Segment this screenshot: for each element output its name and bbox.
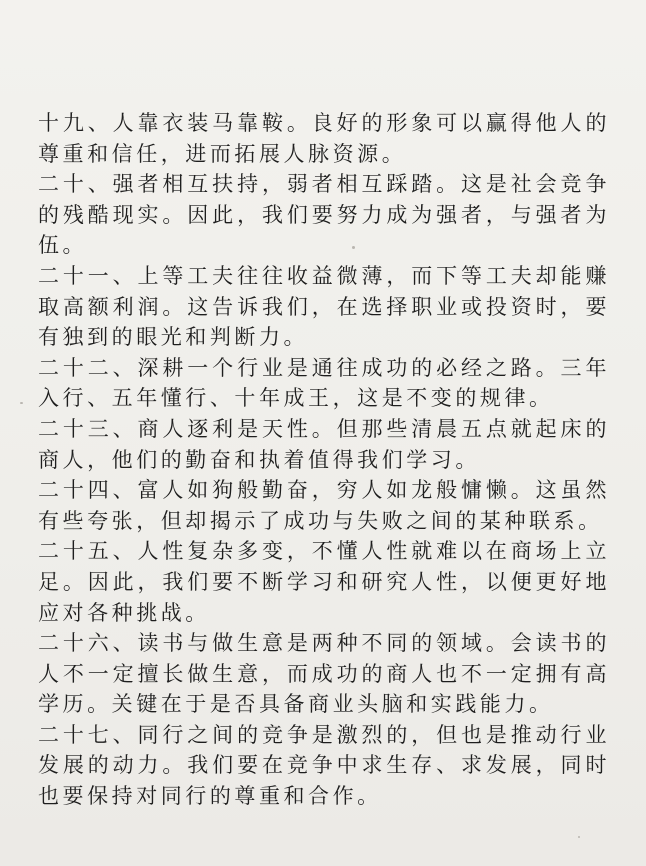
paper-speck <box>352 246 355 249</box>
paragraph-19: 十九、人靠衣装马靠鞍。良好的形象可以赢得他人的尊重和信任，进而拓展人脉资源。 <box>38 111 610 166</box>
paragraph-27: 二十七、同行之间的竞争是激烈的，但也是推动行业发展的动力。我们要在竞争中求生存、求发展，同时也要保持对同行的尊重和合作。 <box>38 722 610 809</box>
paragraph-21: 二十一、上等工夫往往收益微薄，而下等工夫却能赚取高额利润。这告诉我们，在选择职业或投资时，要有独到的眼光和判断力。 <box>38 263 610 350</box>
paragraph-20: 二十、强者相互扶持，弱者相互踩踏。这是社会竞争的残酷现实。因此，我们要努力成为强者，与强者为伍。 <box>38 172 610 258</box>
paragraph-22: 二十二、深耕一个行业是通往成功的必经之路。三年入行、五年懂行、十年成王，这是不变的规律。 <box>38 355 610 411</box>
paragraph-23: 二十三、商人逐利是天性。但那些清晨五点就起床的商人，他们的勤奋和执着值得我们学习。 <box>38 416 610 472</box>
paragraph-24: 二十四、富人如狗般勤奋，穷人如龙般慵懒。这虽然有些夸张，但却揭示了成功与失败之间的某种联系。 <box>38 478 610 533</box>
paragraph-26: 二十六、读书与做生意是两种不同的领域。会读书的人不一定擅长做生意，而成功的商人也不一定拥有高学历。关键在于是否具备商业头脑和实践能力。 <box>38 631 610 717</box>
document-body <box>38 108 610 812</box>
paragraph-25: 二十五、人性复杂多变，不懂人性就难以在商场上立足。因此，我们要不断学习和研究人性，以便更好地应对各种挑战。 <box>38 539 610 625</box>
paper-speck <box>20 402 23 404</box>
paper-speck <box>578 836 580 838</box>
